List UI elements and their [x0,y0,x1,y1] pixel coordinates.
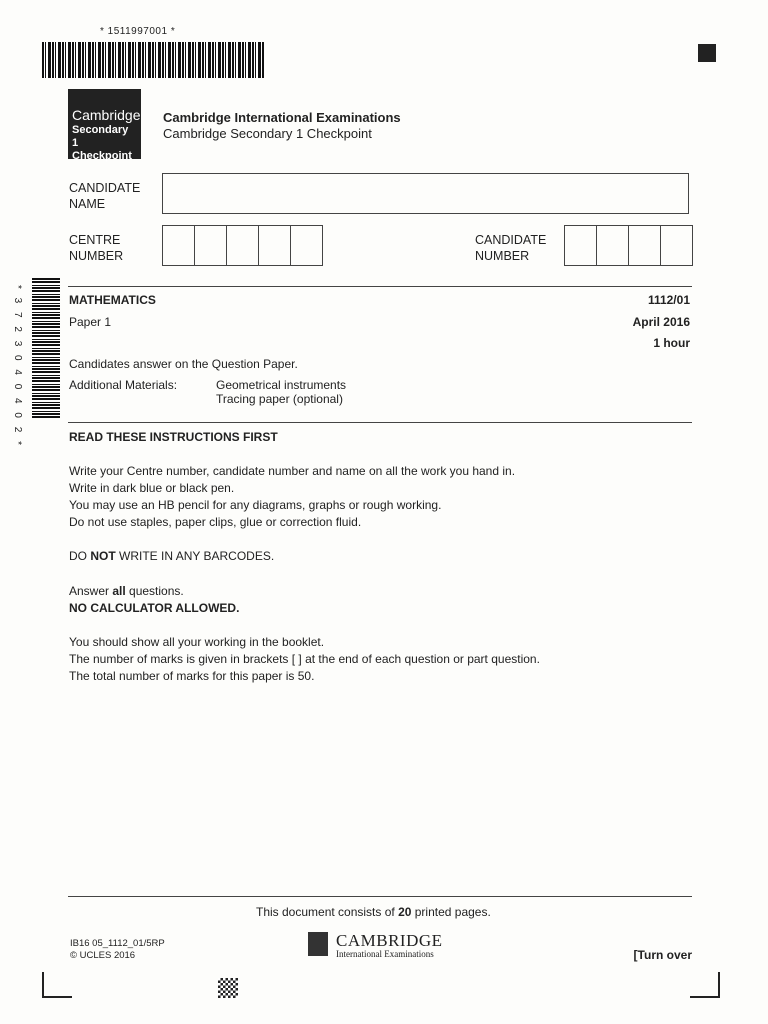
page-count [256,905,491,919]
divider [68,422,692,423]
logo-line-3: Checkpoint [72,150,132,163]
page-count-number: 20 [398,905,412,919]
page-count-text: This document consists of [256,905,399,919]
instruction-line: The number of marks is given in brackets [ ] at the end of each question or part question. [69,652,540,666]
checkpoint-logo [68,89,141,163]
instruction-text: WRITE IN ANY BARCODES. [115,549,275,563]
registration-mark [698,44,716,62]
centre-number-field[interactable] [162,225,323,266]
logo-line-1: Cambridge [72,107,141,123]
cambridge-logo [308,932,443,959]
logo-text [336,932,443,959]
instruction-text: questions. [125,584,184,598]
side-barcode-number: * 3 7 2 3 0 4 0 4 0 2 * [12,285,23,448]
divider [68,896,692,897]
crop-mark [690,972,720,998]
instructions-heading: READ THESE INSTRUCTIONS FIRST [69,430,278,444]
centre-number-label: CENTRE NUMBER [69,233,124,263]
instruction-block [69,583,239,617]
logo-brand: CAMBRIDGE [336,931,443,950]
copyright: © UCLES 2016 [70,950,136,961]
top-barcode [42,42,264,78]
instruction-line: You may use an HB pencil for any diagrams, graphs or rough working. [69,498,442,512]
paper-code: 1112/01 [647,293,690,307]
paper-number: Paper 1 [69,315,112,329]
materials-label: Additional Materials: [69,378,178,392]
instruction-text: DO [69,549,91,563]
materials-item: Geometrical instruments [216,378,347,392]
qr-code [218,978,238,998]
answer-on-text: Candidates answer on the Question Paper. [69,357,298,371]
instruction-line [69,583,239,600]
candidate-number-label: CANDIDATE NUMBER [475,233,547,263]
crop-mark [42,972,72,998]
paper-reference [70,938,165,962]
instruction-line [69,548,274,565]
turn-over: [Turn over [633,948,692,962]
materials-item: Tracing paper (optional) [216,392,343,406]
exam-board-subtitle: Cambridge Secondary 1 Checkpoint [163,126,372,141]
instruction-line: Write your Centre number, candidate number and name on all the work you hand in. [69,464,516,478]
candidate-name-field[interactable] [162,173,689,214]
instruction-block [69,463,515,531]
instruction-emphasis: NOT [90,549,116,563]
instruction-line: Write in dark blue or black pen. [69,481,235,495]
instruction-line: Do not use staples, paper clips, glue or correction fluid. [69,515,362,529]
exam-date: April 2016 [632,315,690,329]
logo-line-2: Secondary 1 [72,123,129,149]
duration: 1 hour [653,336,690,350]
instruction-text: Answer [69,584,113,598]
exam-board-title: Cambridge International Examinations [163,110,401,125]
instruction-block [69,634,540,685]
barcode-number: * 1511997001 * [100,26,176,37]
logo-brand-sub: International Examinations [336,949,434,959]
side-barcode [32,278,60,418]
instruction-emphasis: all [112,584,126,598]
subject: MATHEMATICS [69,293,156,307]
divider [68,286,692,287]
instruction-line: The total number of marks for this paper is 50. [69,669,315,683]
instruction-line: You should show all your working in the booklet. [69,635,325,649]
candidate-number-field[interactable] [564,225,693,266]
reference-code: IB16 05_1112_01/5RP [70,938,165,949]
page-count-text: printed pages. [411,905,491,919]
instruction-line: NO CALCULATOR ALLOWED. [69,601,240,615]
crest-icon [308,932,328,956]
candidate-name-label: CANDIDATE NAME [69,181,141,211]
